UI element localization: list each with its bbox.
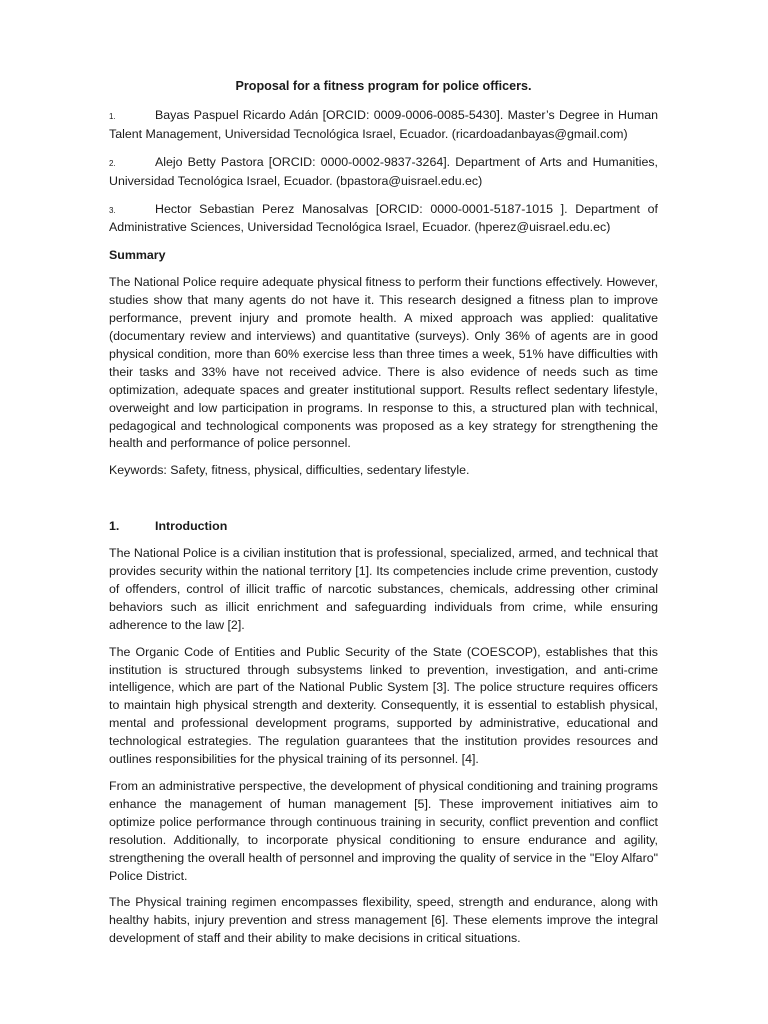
keywords-line: Keywords: Safety, fitness, physical, difficulties, sedentary lifestyle. — [109, 463, 470, 478]
body-paragraph: The Physical training regimen encompasses flexibility, speed, strength and endurance, along with healthy habits, injury prevention and stress management [6]. These elements improve the integral development of staff and their ability to make decisions in critical situations. — [109, 895, 658, 946]
author-text: Hector Sebastian Perez Manosalvas [ORCID: 0000-0001-5187-1015 ]. Department of Administrative Sciences, Universidad Tecnológica Israel, Ecuador. (hperez@uisrael.edu.ec) — [109, 201, 658, 235]
author-text: Alejo Betty Pastora [ORCID: 0000-0002-9837-3264]. Department of Arts and Humanities, Universidad Tecnológica Israel, Ecuador. (bpastora@uisrael.edu.ec) — [109, 154, 658, 188]
body-paragraph: The National Police is a civilian institution that is professional, specialized, armed, and technical that provides security within the national territory [1]. Its competencies include crime prevention, custody of offenders, control of illicit traffic of narcotic substances, chemicals, addressing other criminal behaviors such as illicit enrichment and safeguarding individuals from crime, while ensuring adherence to the law [2]. — [109, 546, 658, 632]
summary-heading: Summary — [109, 248, 166, 263]
author-entry-2 — [109, 154, 658, 191]
author-entry-3 — [109, 201, 658, 238]
summary-paragraph: The National Police require adequate physical fitness to perform their functions effectively. However, studies show that many agents do not have it. This research designed a fitness plan to improve performance, prevent injury and promote health. A mixed approach was applied: qualitative (documentary review and interviews) and quantitative (surveys). Only 36% of agents are in good physical condition, more than 60% exercise less than three times a week, 51% have difficulties with their tasks and 33% have not received advice. There is also evidence of needs such as time optimization, adequate spaces and greater institutional support. Results reflect sedentary lifestyle, overweight and low participation in programs. In response to this, a structured plan with technical, pedagogical and technological components was proposed as a key strategy for strengthening the health and performance of police personnel. — [109, 275, 658, 451]
author-number: 1. — [109, 111, 116, 121]
body-paragraph: The Organic Code of Entities and Public Security of the State (COESCOP), establishes that this institution is structured through subsystems linked to prevention, investigation, and anti-crime intelligence, which are part of the National Public System [3]. The police structure requires officers to maintain high physical strength and dexterity. Consequently, it is essential to establish physical, mental and professional development programs, supported by administrative, educational and technological estrategies. The regulation guarantees that the institution provides resources and outlines responsibilities for the physical training of its personnel. [4]. — [109, 644, 658, 767]
author-number: 3. — [109, 205, 116, 215]
author-number: 2. — [109, 158, 116, 168]
section-heading-introduction — [109, 518, 658, 536]
document-page — [109, 78, 658, 957]
body-paragraph: From an administrative perspective, the development of physical conditioning and training programs enhance the management of human management [5]. These improvement initiatives aim to optimize police performance through continuous training in security, conflict prevention and conflict resolution. Additionally, to incorporate physical conditioning to ensure endurance and agility, strengthening the overall health of personnel and improving the quality of service in the "Eloy Alfaro" Police District. — [109, 779, 658, 883]
author-entry-1 — [109, 107, 658, 144]
section-number: 1. — [109, 519, 120, 534]
paper-title: Proposal for a fitness program for police officers. — [235, 79, 532, 93]
section-title: Introduction — [155, 519, 228, 534]
author-text: Bayas Paspuel Ricardo Adán [ORCID: 0009-0006-0085-5430]. Master’s Degree in Human Talent Management, Universidad Tecnológica Israel, Ecuador. (ricardoadanbayas@gmail.com) — [109, 107, 658, 141]
